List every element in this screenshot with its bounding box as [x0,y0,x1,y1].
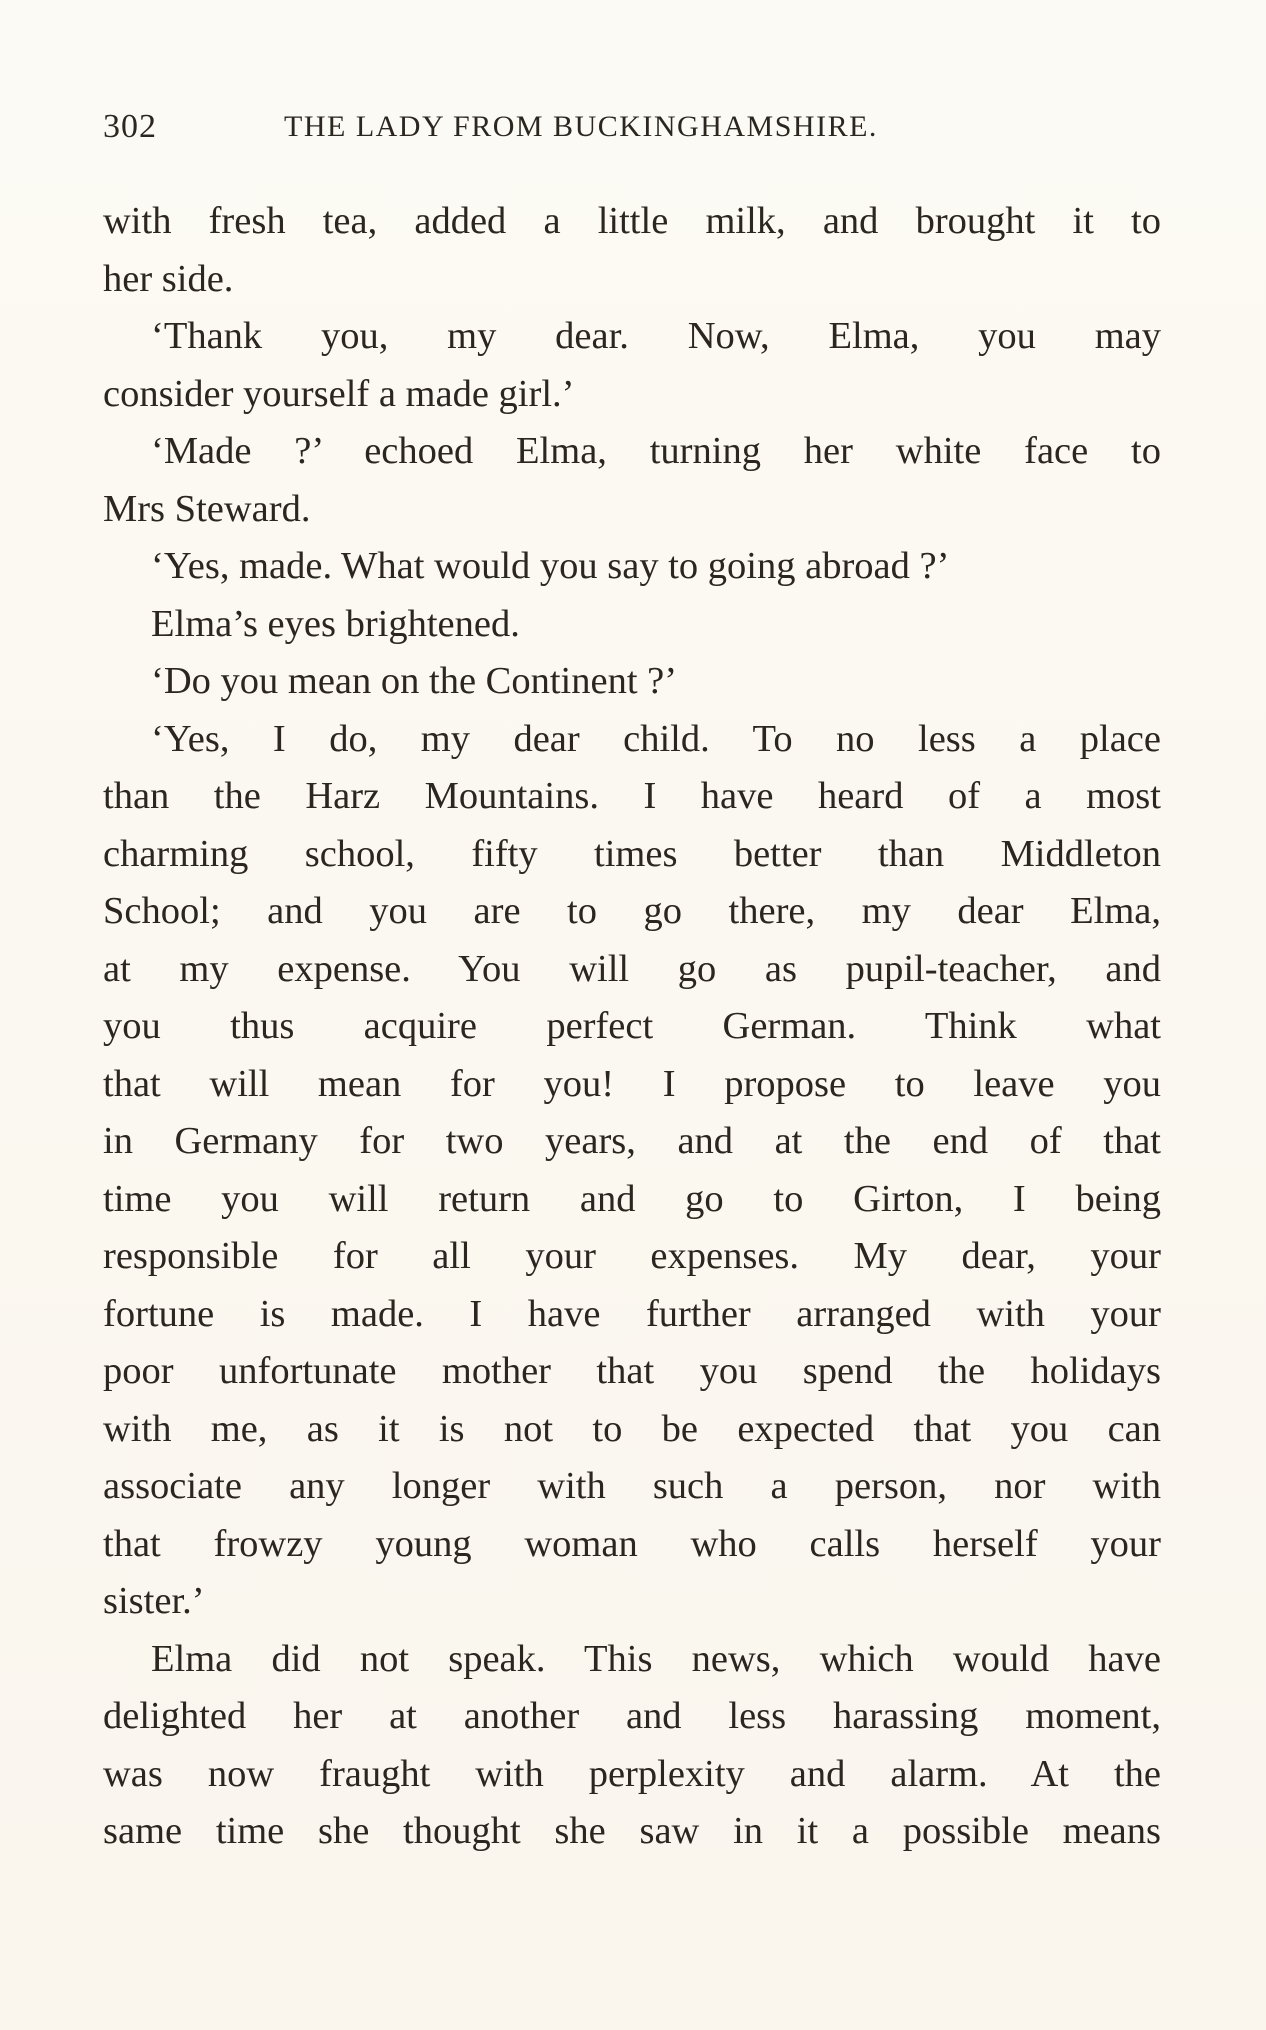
text-line: sister.’ [103,1580,205,1622]
text-line: poor unfortunate mother that you spend the holidays [103,1350,1161,1392]
body-text [103,193,1161,1861]
running-head: THE LADY FROM BUCKINGHAMSHIRE. [284,110,878,143]
text-line: with me, as it is not to be expected that you can [103,1407,1161,1450]
text-line: ‘Yes, made. What would you say to going abroad ?’ [151,545,950,587]
text-line: responsible for all your expenses. My dear, your [103,1235,1161,1277]
text-line: time you will return and go to Girton, I being [103,1177,1161,1220]
text-line: Elma’s eyes brightened. [151,602,520,645]
page-number: 302 [103,108,157,145]
text-line: you thus acquire perfect German. Think what [103,1005,1161,1047]
text-line: same time she thought she saw in it a possible means [103,1810,1161,1852]
text-line: was now fraught with perplexity and alarm. At the [103,1752,1161,1795]
text-line: School; and you are to go there, my dear Elma, [103,890,1161,932]
text-line: fortune is made. I have further arranged with your [103,1292,1161,1335]
text-line: that will mean for you! I propose to leave you [103,1062,1161,1105]
text-line: that frowzy young woman who calls herself your [103,1522,1161,1565]
text-line: at my expense. You will go as pupil-teacher, and [103,947,1161,990]
text-line: Mrs Steward. [103,487,311,530]
text-line: ‘Made ?’ echoed Elma, turning her white face to [151,430,1161,472]
text-line: charming school, fifty times better than Middleton [103,832,1161,875]
text-line: associate any longer with such a person, nor with [103,1465,1161,1507]
text-line: than the Harz Mountains. I have heard of a most [103,775,1161,817]
text-line: ‘Thank you, my dear. Now, Elma, you may [151,315,1161,357]
text-line: ‘Do you mean on the Continent ?’ [151,660,678,702]
text-line: Elma did not speak. This news, which would have [151,1637,1161,1680]
text-line: her side. [103,257,234,300]
text-line: delighted her at another and less harassing moment, [103,1695,1161,1737]
text-line: consider yourself a made girl.’ [103,372,575,415]
text-line: ‘Yes, I do, my dear child. To no less a place [151,717,1161,760]
text-line: in Germany for two years, and at the end of that [103,1120,1161,1162]
page-header [103,108,1163,158]
text-line: with fresh tea, added a little milk, and brought it to [103,200,1161,242]
